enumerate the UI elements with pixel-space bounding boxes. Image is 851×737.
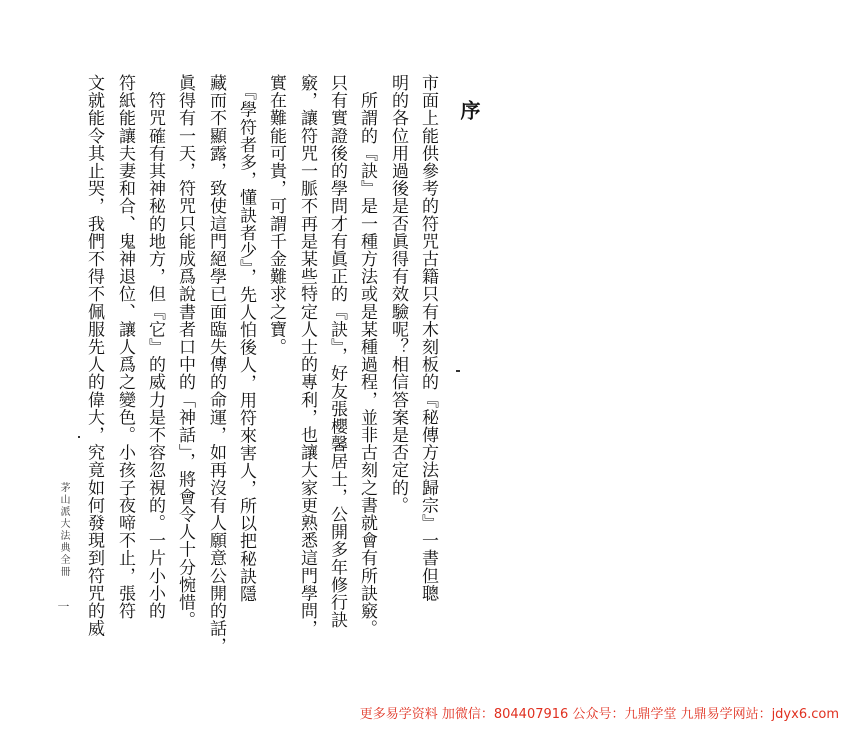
- text-column-4: 只有實證後的學問才有眞正的『訣』，好友張櫻馨居士，公開多年修行訣: [327, 74, 347, 629]
- text-column-6: 實在難能可貴，可謂千金難求之寶。: [266, 74, 286, 356]
- text-column-11: 符紙能讓夫妻和合、鬼神退位、讓人爲之變色。小孩子夜啼不止，張符: [115, 74, 135, 620]
- text-column-12: 文就能令其止哭，我們不得不佩服先人的偉大，究竟如何發現到符咒的威: [84, 74, 104, 638]
- text-column-5: 竅，讓符咒一脈不再是某些特定人士的專利，也讓大家更熟悉這門學問，: [297, 74, 317, 638]
- text-column-2: 明的各位用過後是否眞得有效驗呢？相信答案是否定的。: [388, 74, 408, 514]
- footer-book-title: 茅山派大法典全冊: [58, 482, 69, 578]
- text-column-7: 『學符者多，懂訣者少』，先人怕後人，用符來害人，所以把秘訣隱: [236, 74, 256, 603]
- footer-page-number: 一: [56, 600, 70, 612]
- page-title: 序: [457, 100, 481, 122]
- scan-speck: [78, 436, 80, 438]
- text-column-8: 藏而不顯露，致使這門絕學已面臨失傳的命運，如再沒有人願意公開的話，: [206, 74, 226, 655]
- text-column-1: 市面上能供參考的符咒古籍只有木刻板的『秘傳方法歸宗』一書但聰: [418, 74, 438, 602]
- watermark-text: 更多易学资料 加微信：804407916 公众号：九鼎学堂 九鼎易学网站：jdyx6.com: [359, 707, 839, 722]
- text-column-10: 符咒確有其神秘的地方，但『它』的威力是不容忽視的。一片小小的: [145, 74, 165, 620]
- text-column-3: 所謂的『訣』是一種方法或是某種過程，並非古刻之書就會有所訣竅。: [357, 74, 377, 638]
- scan-speck: [456, 370, 460, 372]
- text-column-9: 眞得有一天，符咒只能成爲說書者口中的「神話」，將會令人十分惋惜。: [175, 74, 195, 629]
